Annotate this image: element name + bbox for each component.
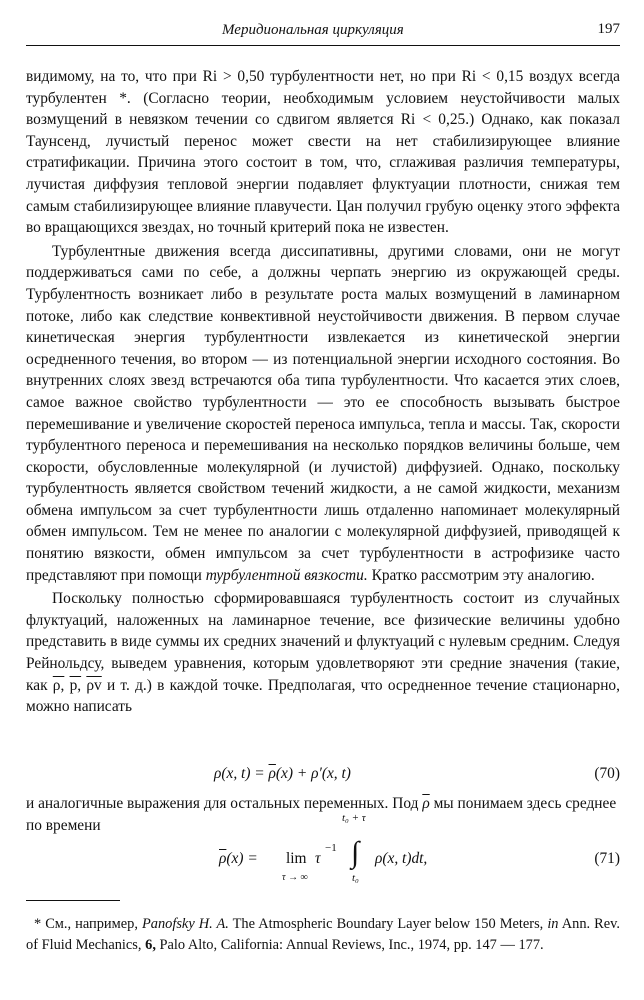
footnote-author: Panofsky H. A.: [141, 916, 229, 932]
footnote-text-b: Ann. Rev. of Fluid Mechanics,: [26, 916, 620, 953]
footnote-text-c: Palo Alto, California: Annual Reviews, Inc., 1974, pp. 147 — 177.: [159, 937, 544, 953]
footnote-volume: 6,: [145, 937, 156, 953]
paragraph-3-b: и т. д.) в каждой точке. Предполагая, что осредненное течение стационарно, можно написать: [26, 676, 620, 716]
footnote-in: in: [547, 916, 559, 932]
equation-70-formula: [214, 765, 351, 783]
mean-rho-symbol: ρ,: [52, 676, 65, 694]
footnote: [26, 914, 620, 956]
eq70-lhs: ρ(x, t) =: [214, 765, 269, 782]
eq71-integrand: ρ(x, t)dt,: [375, 850, 428, 867]
eq71-lhs-rest: (x) =: [226, 850, 258, 867]
eq71-lim: lim: [286, 850, 307, 867]
term-turbulent-viscosity: турбулентной вязкости.: [205, 566, 368, 584]
running-title: Меридиональная циркуляция: [222, 22, 404, 38]
footnote-text-a: The Atmospheric Boundary Layer below 150 Meters,: [232, 916, 544, 932]
eq71-integral-lower-limit: t₀: [352, 872, 359, 884]
header-rule: [26, 45, 620, 46]
footnote-rule: [26, 900, 120, 901]
paragraph-1: видимому, на то, что при Ri > 0,50 турбулентности нет, но при Ri < 0,15 воздух всегда турбулентен *. (Согласно теории, необходимым условием неустойчивости малых возмущений в невязком течении со сдвигом является Ri < 0,25.) Однако, как показал Таунсенд, лучистый перенос может свести на нет стабилизирующее влияние стратификации. Причина этого состоит в том, что, сглаживая различия температуры, лучистая диффузия тепловой энергии подавляет флуктуации плотности, снижая тем самым стабилизирующее влияние плавучести. Цан получил грубую оценку этого эффекта во вращающихся звездах, но точный критерий пока не известен.: [26, 68, 620, 237]
after-eq70-a: и аналогичные выражения для остальных переменных. Под: [26, 795, 419, 812]
equation-70: [26, 765, 620, 789]
eq70-rhs: (x) + ρ′(x, t): [275, 765, 351, 782]
equation-71: [26, 812, 620, 892]
after-eq70-symbol: $\overline{\rho}$: [422, 795, 430, 812]
eq71-lim-subscript: τ → ∞: [282, 872, 308, 883]
page-number: 197: [597, 21, 620, 37]
after-eq70-b: мы понимаем здесь среднее по времени: [26, 795, 617, 834]
eq71-lhs: [219, 850, 258, 868]
eq71-lhs-symbol: $\overline{\rho}$: [219, 850, 227, 867]
equation-70-number: (70): [594, 765, 620, 782]
paragraph-2-end: Кратко рассмотрим эту аналогию.: [371, 566, 595, 584]
eq71-tau-exponent: −1: [325, 842, 337, 854]
body-text: [26, 66, 620, 718]
equation-71-number: (71): [594, 850, 620, 867]
paragraph-2: [26, 241, 620, 587]
eq71-integral-sign: ∫: [351, 836, 360, 869]
eq71-tau: τ: [315, 850, 321, 867]
paragraph-2-main: Турбулентные движения всегда диссипативны, другими словами, они не могут поддерживаться сами по себе, а должны черпать энергию из окружающей среды. Турбулентность возникает либо в результате роста малых возмущений в ламинарном потоке, либо как следствие конвективной неустойчивости движения. В первом случае кинетическая энергия турбулентности извлекается из кинетической энергии осредненного течения, во втором — из потенциальной энергии исходного состояния. Во внутренних слоях звезд встречаются оба типа турбулентности. Что касается этих слоев, самое важное свойство турбулентности — это ее способность вызывать быстрое перемешивание и увеличение скоростей переноса импульса, тепла и массы. Так, скорости турбулентного переноса и перемешивания на несколько порядков величины больше, чем скорости, обусловленные молекулярной (и лучистой) диффузией. Однако, поскольку турбулентность является свойством течений жидкости, а не самой жидкости, механизм обмена импульсом за счет турбулентности лишь отдаленно напоминает молекулярный обмен импульсом. Тем не менее по аналогии с молекулярной диффузией, приводящей к понятию вязкости, обмен импульсом за счет турбулентности в астрофизике часто представляют при помощи: [26, 242, 620, 584]
mean-rho-v-symbol: $\overline{\rho v}$: [86, 676, 102, 694]
mean-p-symbol: p,: [69, 676, 82, 694]
footnote-text: [26, 914, 620, 956]
paragraph-3: [26, 588, 620, 718]
eq70-mean: $\overline{\rho}$: [268, 765, 276, 782]
footnote-marker: * См., например,: [34, 916, 138, 932]
paragraph-3-a: Поскольку полностью сформировавшаяся турбулентность состоит из случайных флуктуаций, наложенных на ламинарное течение, все физические величины удобно представить в виде суммы их средних значений и флуктуаций с нулевым средним. Следуя Рейнольдсу, выведем уравнения, которым удовлетворяют эти средние значения (такие, как: [26, 590, 620, 694]
page-header: [26, 18, 620, 40]
eq71-integral-upper-limit: t₀ + τ: [342, 812, 366, 824]
